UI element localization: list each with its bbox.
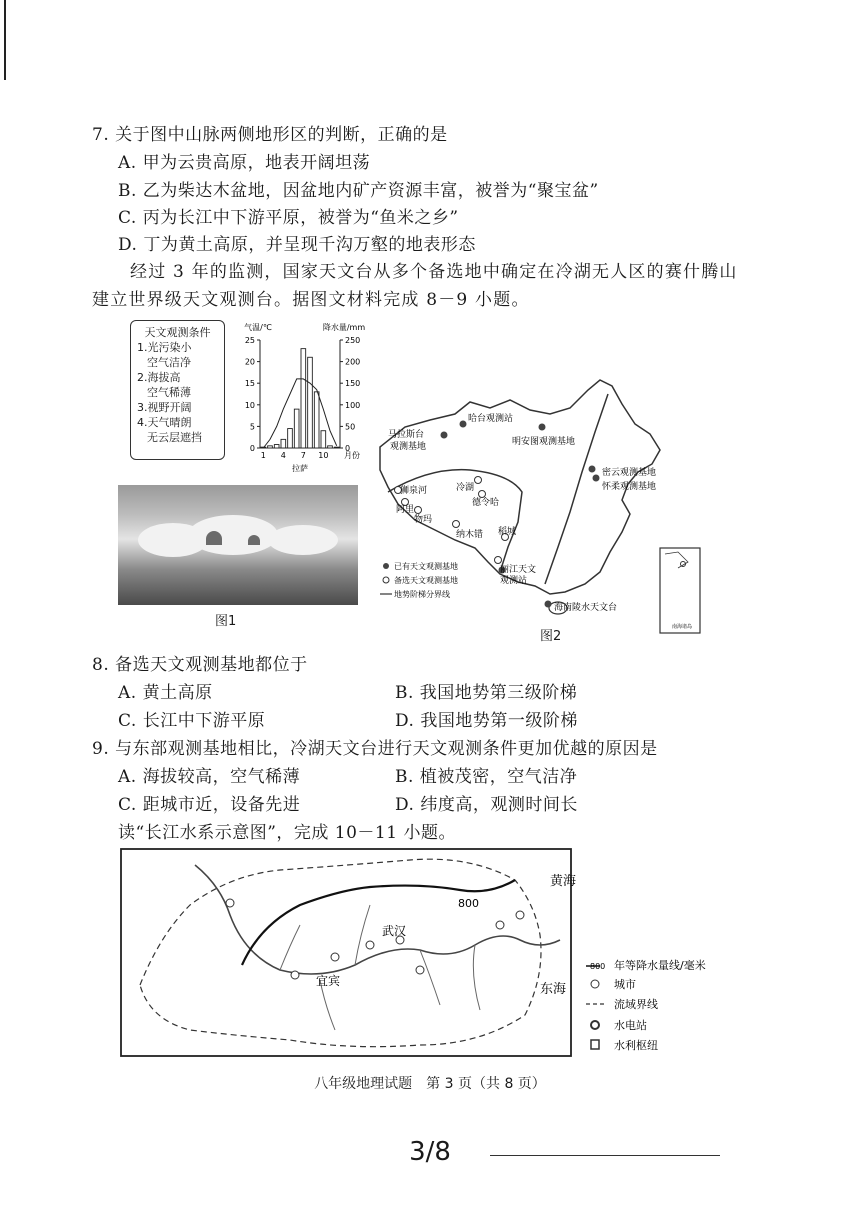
legend-hydro-icon — [591, 1021, 599, 1029]
q9-stem: 9. 与东部观测基地相比，冷湖天文台进行天文观测条件更加优越的原因是 — [92, 739, 658, 759]
precip-bar — [294, 409, 299, 448]
condition-item: 1.光污染小 — [137, 341, 192, 354]
precip-bar — [321, 431, 326, 448]
legend-city-icon — [591, 980, 599, 988]
map-frame — [121, 849, 571, 1056]
telescope-dome-icon — [248, 535, 260, 545]
place-label: 德令哈 — [472, 498, 500, 508]
place-label: 丽江天文 — [500, 565, 537, 575]
precip-bar — [288, 429, 293, 448]
place-label: 明安图观测基地 — [512, 437, 576, 447]
precip-tick-label: 50 — [345, 422, 356, 432]
q9-option-b: B. 植被茂密，空气洁净 — [395, 767, 578, 787]
yangtze-river-map — [120, 845, 710, 1060]
existing-site-dot — [460, 421, 467, 428]
legend-existing: 已有天文观测基地 — [394, 562, 458, 571]
q7-option-a: A. 甲为云贵高原，地表开阔坦荡 — [118, 153, 371, 173]
place-label: 海南陵水天文台 — [554, 603, 618, 613]
place-label: 纳木错 — [456, 530, 484, 540]
q8-option-c: C. 长江中下游平原 — [118, 711, 266, 731]
existing-site-dot — [589, 466, 596, 473]
existing-site-dot — [545, 601, 552, 608]
x-tick-label: 4 — [280, 451, 286, 460]
place-label: 马拉斯台 — [388, 430, 425, 440]
condition-item: 无云层遮挡 — [147, 431, 202, 444]
legend-existing-icon — [383, 563, 389, 569]
q8-option-a: A. 黄土高原 — [118, 683, 213, 703]
city-wuhan: 武汉 — [382, 924, 407, 938]
candidate-site-dot — [495, 557, 502, 564]
condition-item: 空气稀薄 — [147, 386, 191, 399]
intro-10-11: 读“长江水系示意图”，完成 10－11 小题。 — [118, 823, 456, 843]
temp-tick-label: 20 — [244, 357, 255, 367]
page-footer: 八年级地理试题 第 3 页（共 8 页） — [314, 1076, 546, 1092]
legend-candidate-icon — [383, 577, 389, 583]
figure-2-label: 图2 — [540, 629, 562, 644]
place-label: 密云观测基地 — [602, 468, 657, 478]
candidate-site-dot — [453, 521, 460, 528]
existing-site-dot — [593, 475, 600, 482]
q9-option-c: C. 距城市近，设备先进 — [118, 795, 301, 815]
place-label: 观测基地 — [390, 442, 427, 452]
candidate-site-dot — [475, 477, 482, 484]
temp-tick-label: 0 — [249, 444, 255, 453]
isoline-label: 800 — [458, 897, 479, 910]
temp-tick-label: 25 — [244, 336, 255, 345]
x-tick-label: 7 — [300, 451, 306, 460]
condition-item: 4.天气晴朗 — [137, 416, 192, 429]
condition-item: 3.视野开阔 — [137, 401, 192, 414]
legend-dam-icon — [591, 1040, 599, 1049]
legend-boundary: 地势阶梯分界线 — [394, 590, 450, 599]
existing-site-dot — [539, 424, 546, 431]
q9-option-d: D. 纬度高，观测时间长 — [395, 795, 578, 815]
place-label: 怀柔观测基地 — [602, 482, 657, 492]
precip-bar — [308, 357, 313, 448]
page-number: 3/8 — [409, 1137, 451, 1167]
q7-option-d: D. 丁为黄土高原，并呈现千沟万壑的地表形态 — [118, 235, 476, 255]
figure-1-label: 图1 — [215, 614, 237, 629]
sea-east: 东海 — [540, 982, 567, 997]
temp-tick-label: 10 — [244, 400, 255, 410]
precip-bar — [301, 349, 306, 448]
observation-conditions-box — [130, 320, 225, 460]
q7-option-b: B. 乙为柴达木盆地，因盆地内矿产资源丰富，被誉为“聚宝盆” — [118, 181, 599, 201]
x-tick-label: 10 — [318, 451, 329, 460]
condition-item: 空气洁净 — [147, 356, 191, 369]
precip-bar — [281, 439, 286, 448]
south-sea-label: 南海诸岛 — [672, 624, 693, 630]
temp-axis-label: 气温/℃ — [244, 323, 272, 332]
precip-axis-label: 降水量/mm — [322, 323, 366, 332]
place-label: 狮泉河 — [400, 486, 428, 496]
climate-chart — [228, 318, 376, 483]
observatory-photo — [118, 485, 358, 605]
legend-isoline-sym: 800 — [590, 962, 606, 971]
temp-tick-label: 5 — [249, 422, 255, 432]
city-yibin: 宜宾 — [316, 974, 341, 988]
candidate-site-dot — [415, 507, 422, 514]
q7-option-c: C. 丙为长江中下游平原，被誉为“鱼米之乡” — [118, 208, 459, 228]
legend-hydro: 水电站 — [614, 1019, 647, 1032]
conditions-title: 天文观测条件 — [144, 326, 211, 339]
place-label: 观测站 — [500, 576, 528, 586]
legend-city: 城市 — [614, 978, 636, 991]
intro-8-9-line1: 经过 3 年的监测，国家天文台从多个备选地中确定在冷湖无人区的赛什腾山 — [130, 262, 738, 282]
precip-bar — [268, 446, 273, 448]
station-label: 拉萨 — [292, 464, 308, 473]
intro-8-9-line2: 建立世界级天文观测台。据图文材料完成 8－9 小题。 — [92, 290, 530, 310]
legend-isoline: 年等降水量线/毫米 — [614, 959, 706, 972]
precip-bar — [328, 446, 333, 448]
scan-edge-line — [4, 0, 6, 80]
place-label: 物玛 — [414, 515, 433, 525]
temp-tick-label: 15 — [244, 379, 255, 389]
legend-dam: 水利枢纽 — [614, 1039, 658, 1052]
telescope-dome-icon — [206, 531, 222, 545]
precip-tick-label: 250 — [345, 336, 361, 345]
sea-yellow: 黄海 — [550, 874, 577, 889]
place-label: 哈台观测站 — [468, 414, 514, 424]
q8-stem: 8. 备选天文观测基地都位于 — [92, 655, 308, 675]
south-sea-inset — [660, 548, 700, 633]
x-tick-label: 1 — [260, 451, 266, 460]
precip-tick-label: 200 — [345, 357, 361, 367]
place-label: 稻城 — [498, 527, 517, 537]
q8-option-d: D. 我国地势第一级阶梯 — [395, 711, 578, 731]
legend-basin: 流域界线 — [614, 998, 658, 1011]
step-boundary-line-2 — [545, 394, 608, 584]
condition-item: 2.海拔高 — [137, 371, 181, 384]
q8-option-b: B. 我国地势第三级阶梯 — [395, 683, 578, 703]
place-label: 阿里 — [396, 505, 415, 515]
q9-option-a: A. 海拔较高，空气稀薄 — [118, 767, 301, 787]
legend-candidate: 备选天文观测基地 — [394, 576, 458, 585]
precip-bar — [314, 392, 319, 448]
precip-tick-label: 0 — [345, 444, 351, 453]
existing-site-dot — [441, 432, 448, 439]
precip-tick-label: 100 — [345, 400, 361, 410]
china-observatory-map — [360, 372, 720, 640]
precip-tick-label: 150 — [345, 379, 361, 389]
precip-bar — [334, 447, 339, 448]
precip-bar — [274, 445, 279, 448]
q7-stem: 7. 关于图中山脉两侧地形区的判断，正确的是 — [92, 125, 448, 145]
candidate-site-dot — [479, 491, 486, 498]
x-axis-label: 月份 — [344, 451, 360, 460]
place-label: 冷湖 — [456, 483, 475, 493]
